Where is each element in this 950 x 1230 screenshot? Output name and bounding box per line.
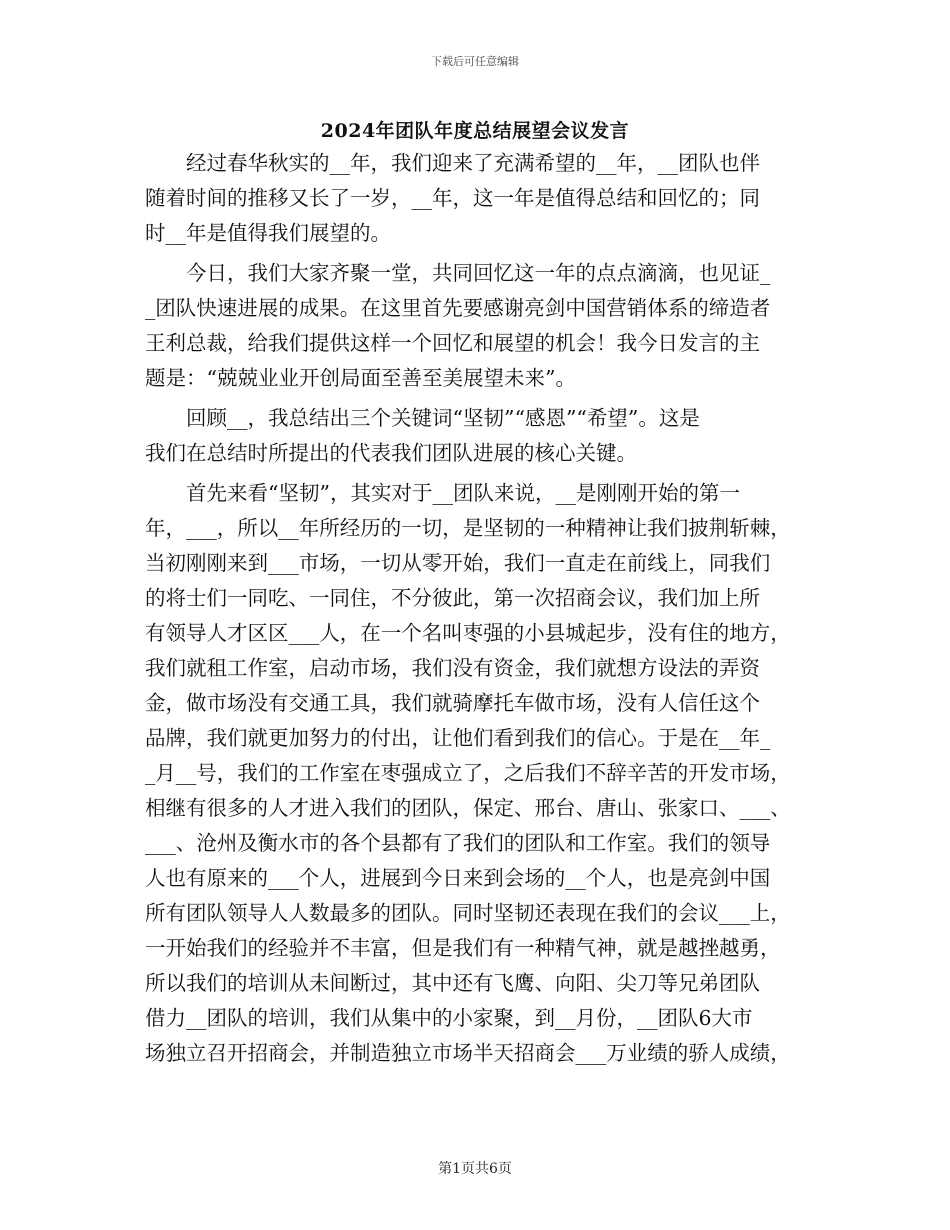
page-number: 第1页共6页: [438, 1161, 512, 1177]
body-line: 年，___，所以__年所经历的一切，是坚韧的一种精神让我们披荆斩棘，: [145, 516, 791, 540]
body-line: 所有团队领导人人数最多的团队。同时坚韧还表现在我们的会议___上，: [145, 901, 791, 925]
body-line: 题是：“兢兢业业开创局面至善至美展望未来”。: [145, 366, 576, 390]
body-line: 回顾__，我总结出三个关键词“坚韧”“感恩”“希望”。这是: [145, 406, 700, 430]
body-line: 所以我们的培训从未间断过，其中还有飞鹰、向阳、尖刀等兄弟团队: [145, 971, 760, 995]
body-line: 人也有原来的___个人，进展到今日来到会场的__个人，也是亮剑中国: [145, 866, 771, 890]
body-line: 金，做市场没有交通工具，我们就骑摩托车做市场，没有人信任这个: [145, 691, 760, 715]
document-title: 2024年团队年度总结展望会议发言: [320, 120, 630, 142]
body-line: 相继有很多的人才进入我们的团队，保定、邢台、唐山、张家口、___、: [145, 796, 791, 820]
body-line: 我们就租工作室，启动市场，我们没有资金，我们就想方设法的弄资: [145, 656, 760, 680]
body-line: 当初刚刚来到___市场，一切从零开始，我们一直走在前线上，同我们: [145, 551, 771, 575]
document-body: [145, 146, 805, 1071]
body-line: 品牌，我们就更加努力的付出，让他们看到我们的信心。于是在__年_: [145, 726, 771, 750]
body-line: _月__号，我们的工作室在枣强成立了，之后我们不辞辛苦的开发市场，: [145, 761, 791, 785]
body-line: ___、沧州及衡水市的各个县都有了我们的团队和工作室。我们的领导: [145, 831, 771, 855]
body-line: 王利总裁，给我们提供这样一个回忆和展望的机会！我今日发言的主: [145, 331, 760, 355]
body-line: 我们在总结时所提出的代表我们团队进展的核心关键。: [145, 441, 637, 465]
body-line: 有领导人才区区___人，在一个名叫枣强的小县城起步，没有住的地方，: [145, 621, 791, 645]
page-header: 下载后可任意编辑: [431, 55, 519, 68]
body-line: 经过春华秋实的__年，我们迎来了充满希望的__年，__团队也伴: [145, 151, 760, 175]
body-line: _团队快速进展的成果。在这里首先要感谢亮剑中国营销体系的缔造者: [145, 296, 771, 320]
body-line: 今日，我们大家齐聚一堂，共同回忆这一年的点点滴滴，也见证_: [145, 261, 771, 285]
body-line: 借力__团队的培训，我们从集中的小家聚，到__月份，__团队6大市: [145, 1006, 753, 1030]
body-line: 首先来看“坚韧”，其实对于__团队来说，__是刚刚开始的第一: [145, 481, 740, 505]
body-line: 一开始我们的经验并不丰富，但是我们有一种精气神，就是越挫越勇，: [145, 936, 781, 960]
body-line: 时__年是值得我们展望的。: [145, 221, 391, 245]
body-line: 的将士们一同吃、一同住，不分彼此，第一次招商会议，我们加上所: [145, 586, 760, 610]
body-line: 随着时间的推移又长了一岁，__年，这一年是值得总结和回忆的；同: [145, 186, 760, 210]
body-line: 场独立召开招商会，并制造独立市场半天招商会___万业绩的骄人成绩，: [145, 1041, 791, 1065]
